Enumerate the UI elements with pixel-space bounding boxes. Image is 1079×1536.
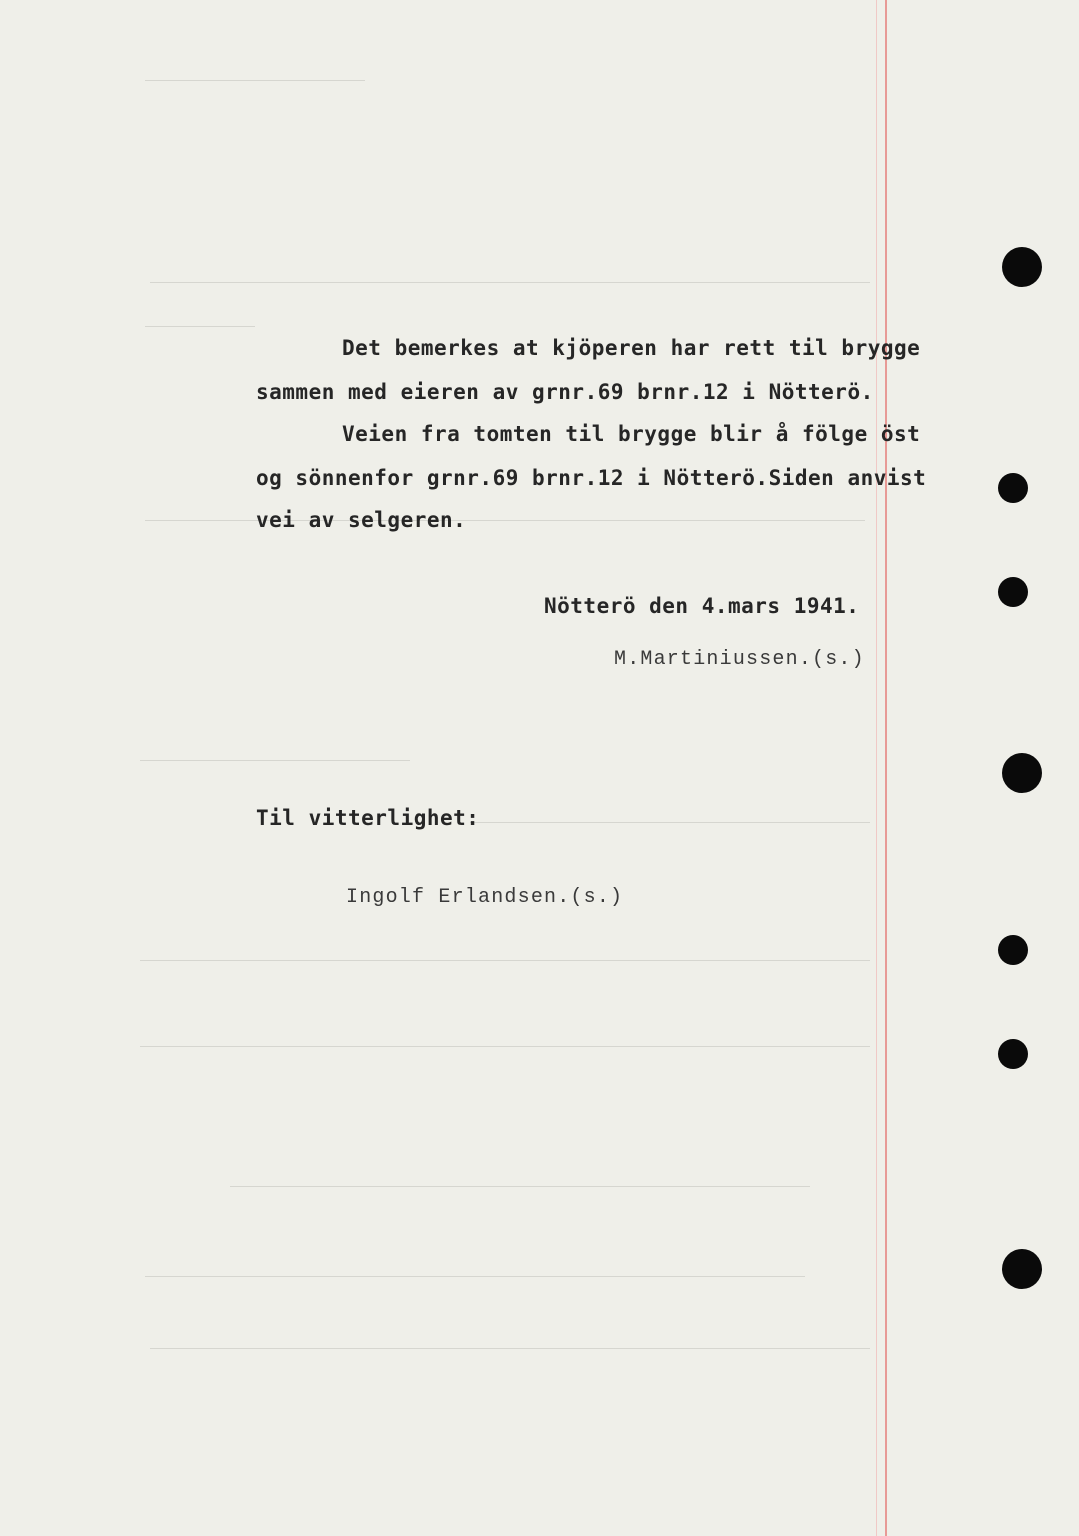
paragraph-line-2: sammen med eieren av grnr.69 brnr.12 i Nötterö. [256,380,874,404]
margin-rule-secondary [876,0,877,1536]
show-through-line [150,1348,870,1349]
punch-hole [998,1039,1028,1069]
paragraph-line-5: vei av selgeren. [256,508,467,532]
show-through-line [150,282,870,283]
place-date: Nötterö den 4.mars 1941. [544,594,860,618]
punch-hole [1002,247,1042,287]
witness-label: Til vitterlighet: [256,806,480,830]
show-through-line [470,822,870,823]
witness-signature: Ingolf Erlandsen.(s.) [346,886,624,909]
show-through-line [145,520,865,521]
seller-signature: M.Martiniussen.(s.) [614,648,865,671]
paragraph-line-4: og sönnenfor grnr.69 brnr.12 i Nötterö.Siden anvist [256,466,927,490]
show-through-line [145,326,255,327]
show-through-line [140,1046,870,1047]
show-through-line [140,760,410,761]
show-through-line [230,1186,810,1187]
show-through-line [145,80,365,81]
show-through-line [140,960,870,961]
punch-hole [1002,753,1042,793]
margin-rule [885,0,887,1536]
paragraph-line-1: Det bemerkes at kjöperen har rett til brygge [342,336,921,360]
punch-hole [998,473,1028,503]
paragraph-line-3: Veien fra tomten til brygge blir å fölge öst [342,422,921,446]
punch-hole [998,935,1028,965]
show-through-line [145,1276,805,1277]
punch-hole [998,577,1028,607]
punch-hole [1002,1249,1042,1289]
